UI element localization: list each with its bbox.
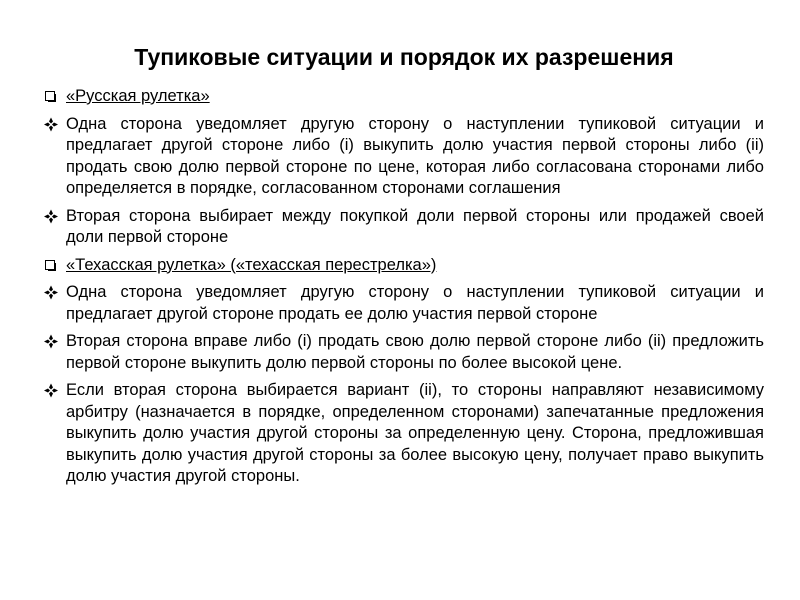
list-item-heading <box>44 255 764 277</box>
diamond-bullet-icon <box>44 209 58 224</box>
bullet-list <box>44 86 764 488</box>
square-bullet-icon <box>44 89 58 104</box>
diamond-bullet-icon <box>44 383 58 398</box>
list-item <box>44 331 764 374</box>
list-item-heading <box>44 86 764 108</box>
list-item <box>44 114 764 200</box>
list-item-text: Если вторая сторона выбирается вариант (ii), то стороны направляют независимому арбитру (назначается в порядке, определенном сторонами) запечатанные предложения выкупить долю участия другой стороны за определенную цену. Сторона, предложившая выкупить долю участия другой стороны за более высокую цену, получает право выкупить долю участия другой стороны. <box>66 381 764 485</box>
diamond-bullet-icon <box>44 117 58 132</box>
list-item-text: Вторая сторона вправе либо (i) продать свою долю первой стороне либо (ii) предложить первой стороне выкупить долю первой стороны по более высокой цене. <box>66 332 764 372</box>
square-bullet-icon <box>44 258 58 273</box>
list-item <box>44 380 764 488</box>
list-item-text: «Техасская рулетка» («техасская перестрелка») <box>66 255 437 274</box>
slide-title: Тупиковые ситуации и порядок их разрешения <box>134 44 674 70</box>
list-item <box>44 206 764 249</box>
list-item-text: Вторая сторона выбирает между покупкой доли первой стороны или продажей своей доли первой стороне <box>66 206 764 246</box>
list-item-text: Одна сторона уведомляет другую сторону о наступлении тупиковой ситуации и предлагает другой стороне продать ее долю участия первой стороне <box>66 283 764 323</box>
list-item-text: «Русская рулетка» <box>66 87 210 105</box>
diamond-bullet-icon <box>44 334 58 349</box>
list-item <box>44 282 764 325</box>
diamond-bullet-icon <box>44 285 58 300</box>
list-item-text: Одна сторона уведомляет другую сторону о наступлении тупиковой ситуации и предлагает другой стороне либо (i) выкупить долю участия первой стороны либо (ii) продать свою долю первой стороне по цене, которая либо согласована сторонами либо определяется в порядке, согласованном сторонами соглашения <box>66 114 764 197</box>
